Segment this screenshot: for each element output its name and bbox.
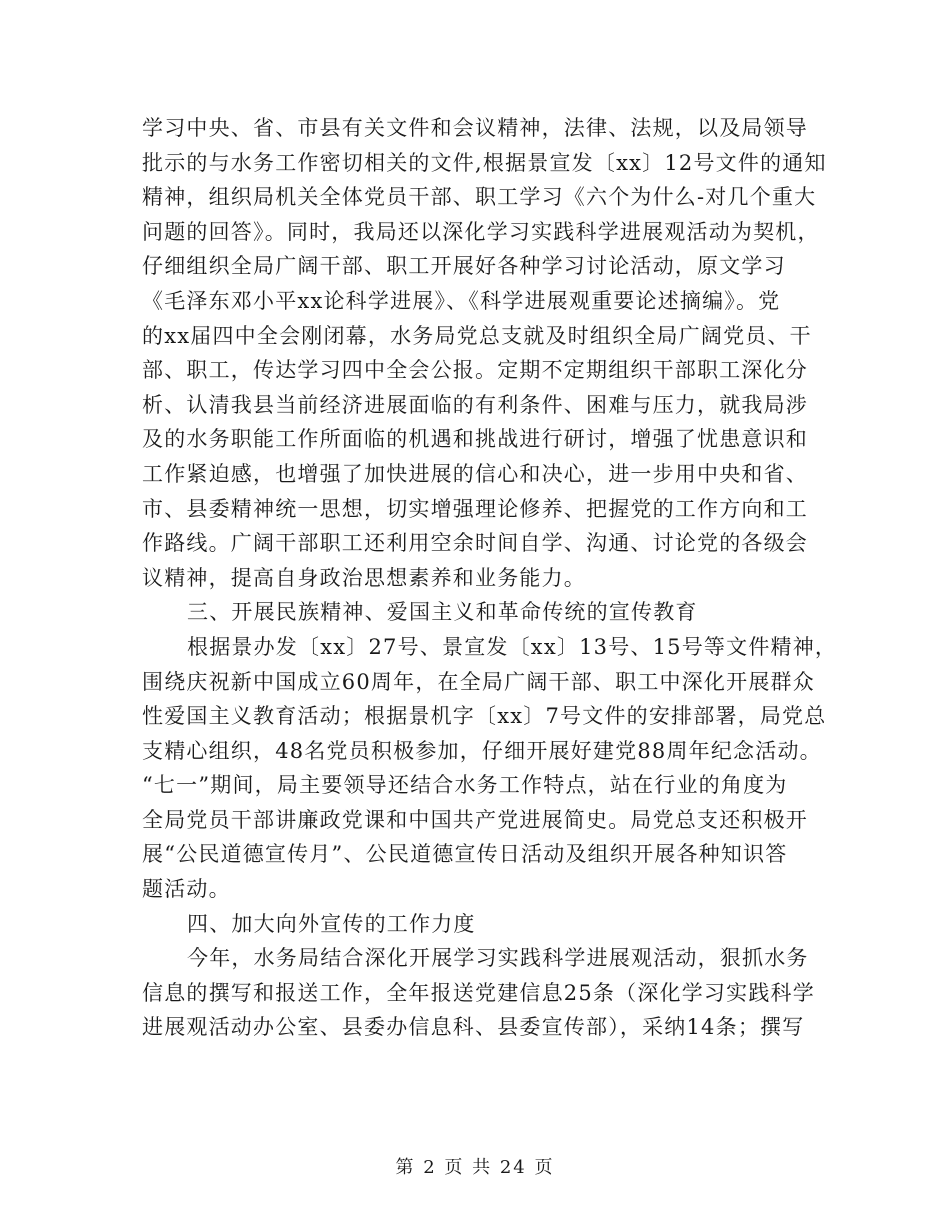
text-line: 展“公民道德宣传月”、公民道德宣传日活动及组织开展各种知识答 bbox=[142, 842, 788, 867]
text-line: “七一”期间，局主要领导还结合水务工作特点，站在行业的角度为 bbox=[142, 773, 788, 798]
text-line: 今年，水务局结合深化开展学习实践科学进展观活动，狠抓水务 bbox=[187, 946, 809, 971]
text-line: 作路线。广阔干部职工还利用空余时间自学、沟通、讨论党的各级会 bbox=[142, 531, 808, 556]
text-line: 全局党员干部讲廉政党课和中国共产党进展简史。局党总支还积极开 bbox=[142, 807, 808, 832]
text-line: 问题的回答》。同时，我局还以深化学习实践科学进展观活动为契机， bbox=[142, 219, 820, 244]
page-footer: 第 2 页 共 24 页 bbox=[395, 1157, 555, 1178]
text-line: 精神，组织局机关全体党员干部、职工学习《六个为什么-对几个重大 bbox=[142, 185, 817, 210]
text-line: 《毛泽东邓小平xx论科学进展》、《科学进展观重要论述摘编》。党 bbox=[142, 288, 781, 313]
text-line: 的xx届四中全会刚闭幕，水务局党总支就及时组织全局广阔党员、干 bbox=[142, 323, 812, 348]
text-line: 围绕庆祝新中国成立60周年，在全局广阔干部、职工中深化开展群众 bbox=[142, 669, 815, 694]
text-line: 性爱国主义教育活动；根据景机字〔xx〕7号文件的安排部署，局党总 bbox=[142, 704, 827, 729]
text-line: 析、认清我县当前经济进展面临的有利条件、困难与压力，就我局涉 bbox=[142, 392, 808, 417]
text-line: 工作紧迫感，也增强了加快进展的信心和决心，进一步用中央和省、 bbox=[142, 461, 808, 486]
text-line: 议精神，提高自身政治思想素养和业务能力。 bbox=[142, 565, 586, 590]
text-line: 批示的与水务工作密切相关的文件,根据景宣发〔xx〕12号文件的通知 bbox=[142, 150, 827, 175]
text-line: 市、县委精神统一思想，切实增强理论修养、把握党的工作方向和工 bbox=[142, 496, 808, 521]
text-line: 仔细组织全局广阔干部、职工开展好各种学习讨论活动，原文学习 bbox=[142, 254, 786, 279]
text-line: 支精心组织，48名党员积极参加，仔细开展好建党88周年纪念活动。 bbox=[142, 738, 822, 763]
section-heading: 四、加大向外宣传的工作力度 bbox=[187, 911, 476, 936]
text-line: 题活动。 bbox=[142, 877, 231, 902]
text-line: 进展观活动办公室、县委办信息科、县委宣传部），采纳14条；撰写 bbox=[142, 1015, 805, 1040]
document-body bbox=[142, 111, 838, 1045]
text-line: 学习中央、省、市县有关文件和会议精神，法律、法规，以及局领导 bbox=[142, 116, 808, 140]
text-line: 根据景办发〔xx〕27号、景宣发〔xx〕13号、15号等文件精神， bbox=[187, 634, 838, 659]
section-heading: 三、开展民族精神、爱国主义和革命传统的宣传教育 bbox=[187, 600, 698, 625]
text-line: 信息的撰写和报送工作，全年报送党建信息25条（深化学习实践科学 bbox=[142, 980, 815, 1005]
text-line: 及的水务职能工作所面临的机遇和挑战进行研讨，增强了忧患意识和 bbox=[142, 427, 808, 452]
text-line: 部、职工，传达学习四中全会公报。定期不定期组织干部职工深化分 bbox=[142, 358, 808, 383]
